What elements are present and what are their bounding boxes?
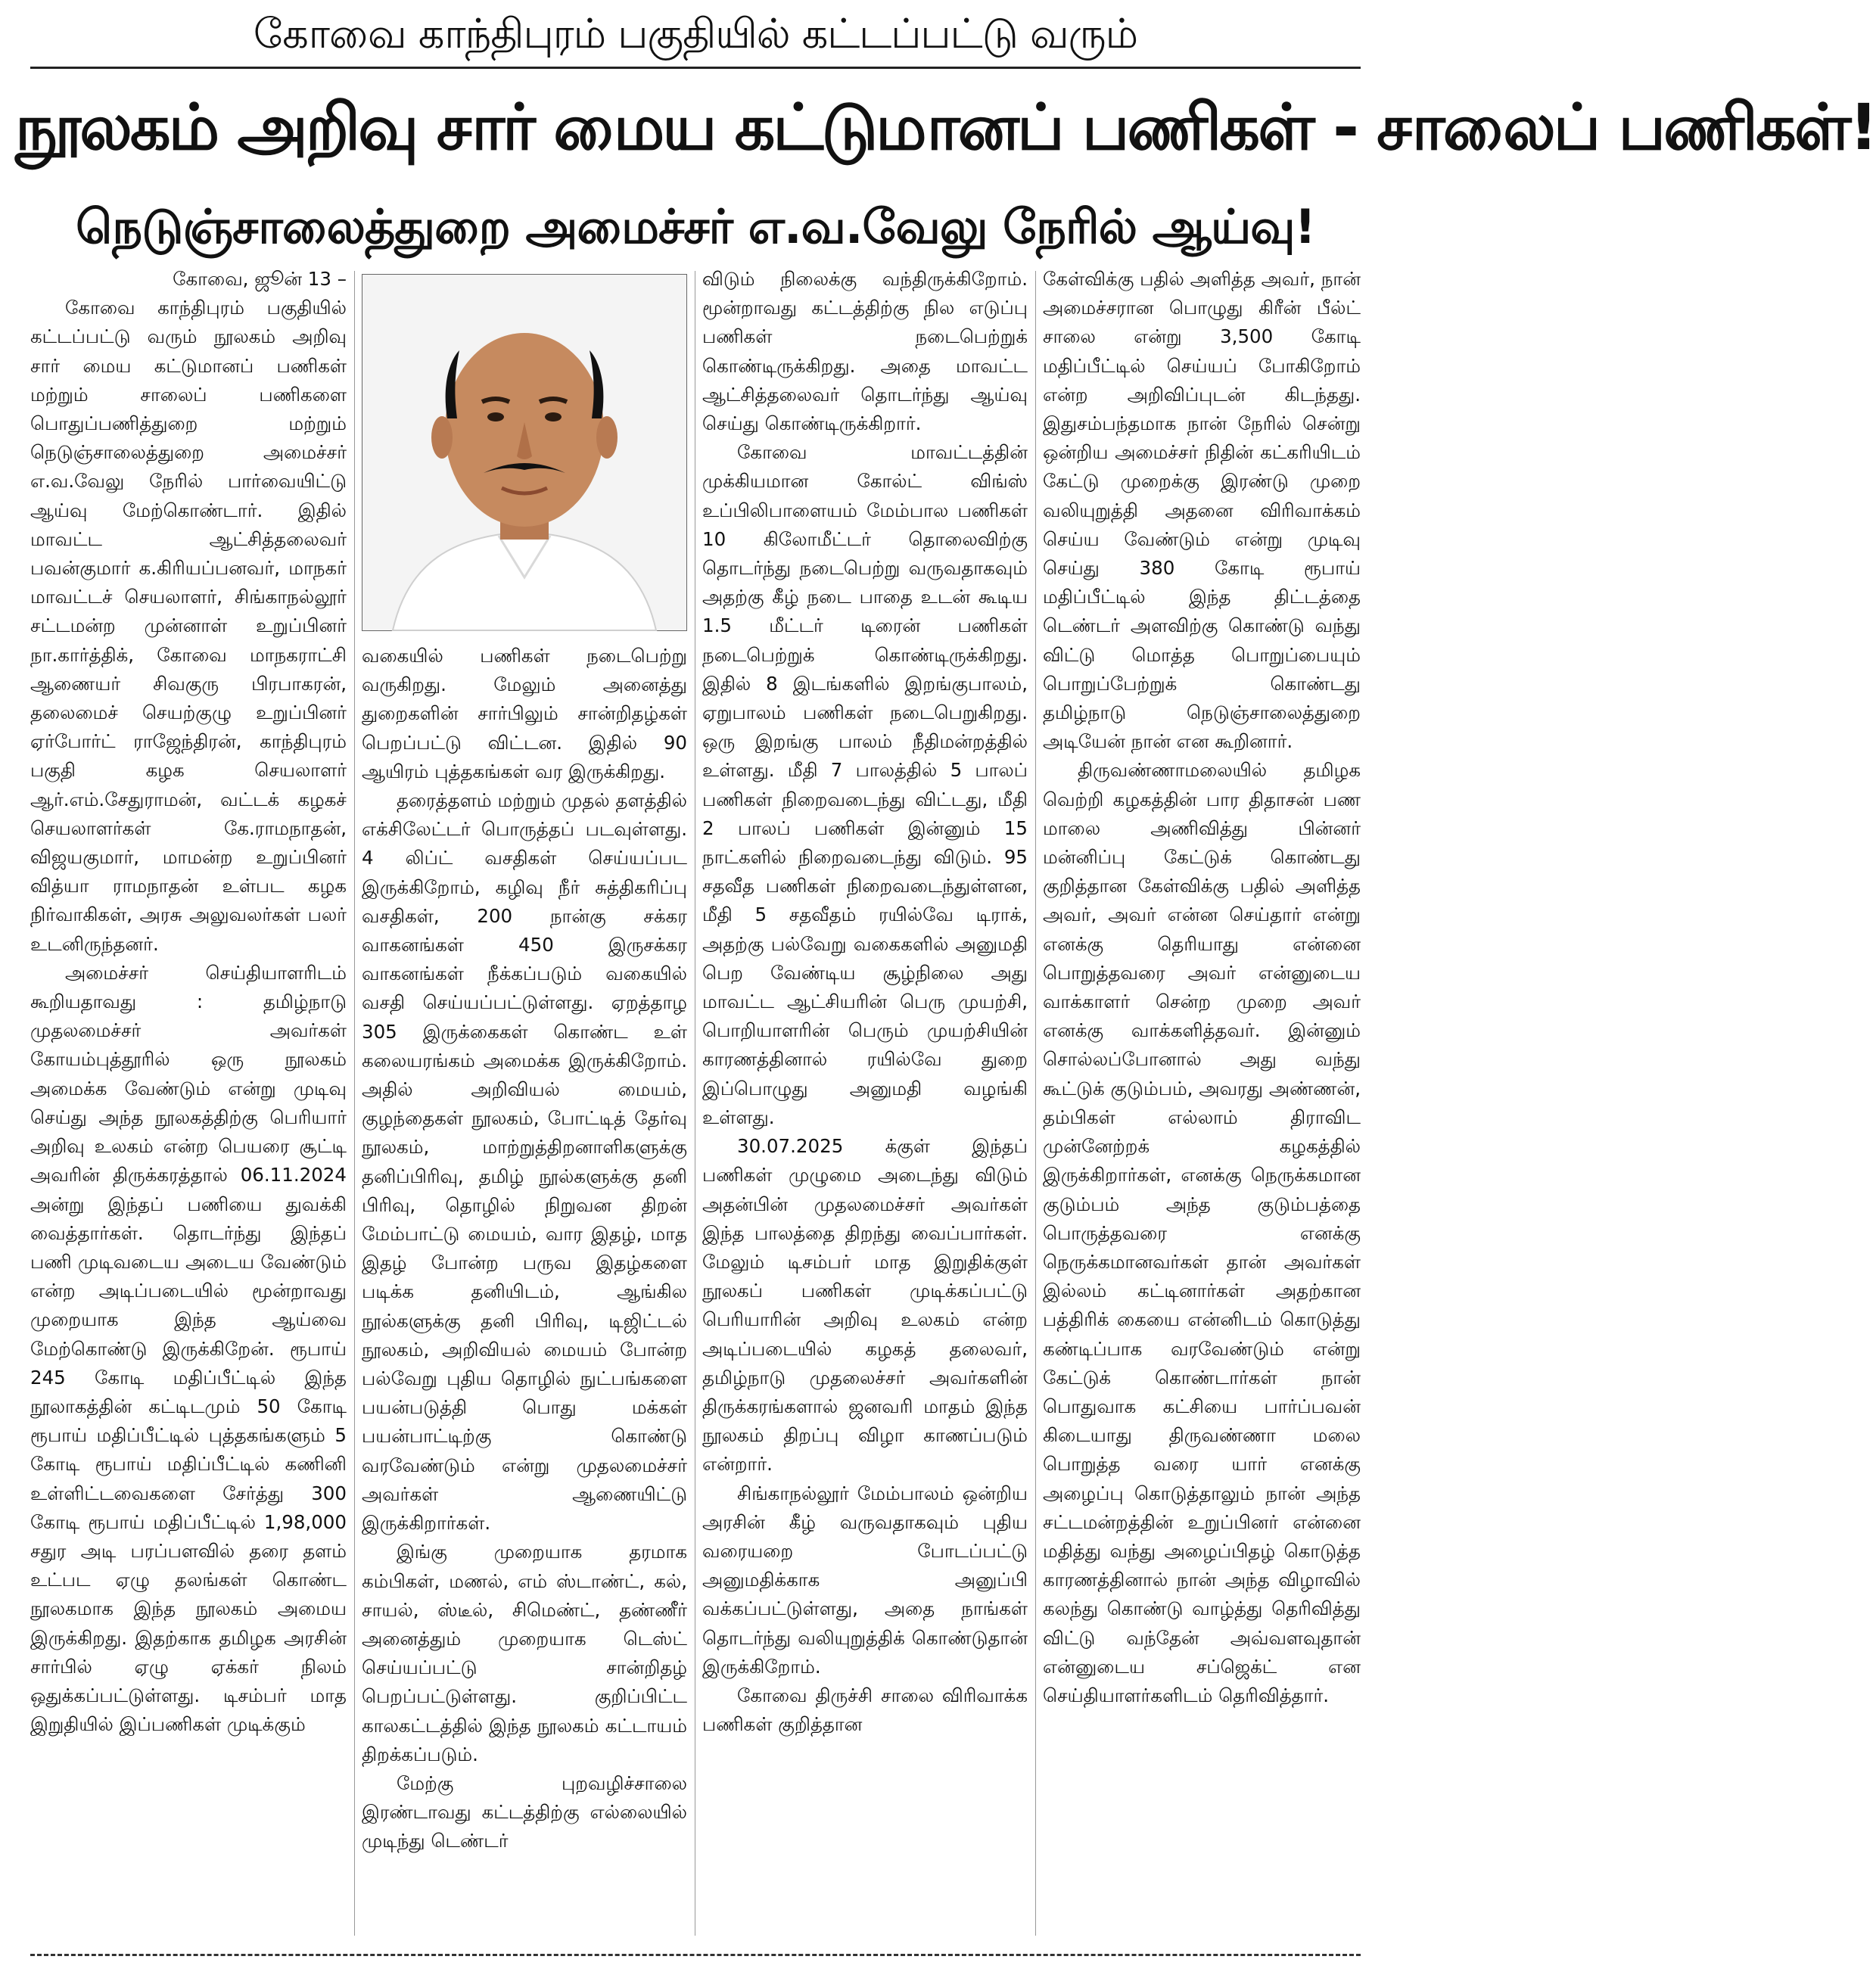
paragraph: அமைச்சர் செய்தியாளரிடம் கூறியதாவது : தமிழ்நாடு முதலமைச்சர் அவர்கள் கோயம்புத்தூரில் ஒரு நூலகம் அமைக்க வேண்டும் என்று முடிவு செய்து அந்த நூலகத்திற்கு பெரியார் அறிவு உலகம் என்ற பெயரை சூட்டி அவரின் திருக்கரத்தால் 06.11.2024 அன்று இந்தப் பணியை துவக்கி வைத்தார்கள். தொடர்ந்து இந்தப் பணி முடிவடைய அடைய வேண்டும் என்ற அடிப்படையில் மூன்றாவது முறையாக இந்த ஆய்வை மேற்கொண்டு இருக்கிறேன். ரூபாய் 245 கோடி மதிப்பீட்டில் இந்த நூலாகத்தின் கட்டிடமும் 50 கோடி ரூபாய் மதிப்பீட்டில் புத்தகங்களும் 5 கோடி ரூபாய் மதிப்பீட்டில் கணினி உள்ளிட்டவைகளை சேர்த்து 300 கோடி ரூபாய் மதிப்பீட்டில் 1,98,000 சதுர அடி பரப்பளவில் தரை தளம் உட்பட ஏழு தலங்கள் கொண்ட நூலகமாக இந்த நூலகம் அமைய இருக்கிறது. இதற்காக தமிழக அரசின் சார்பில் ஏழு ஏக்கர் நிலம் ஒதுக்கப்பட்டுள்ளது. டிசம்பர் மாத இறுதியில் இப்பணிகள் முடிக்கும் xyxy=(30,961,347,1736)
paragraph: தரைத்தளம் மற்றும் முதல் தளத்தில் எக்சிலேட்டர் பொருத்தப் படவுள்ளது. 4 லிப்ட் வசதிகள் செய்யப்பட இருக்கிறோம், கழிவு நீர் சுத்திகரிப்பு வசதிகள், 200 நான்கு சக்கர வாகனங்கள் 450 இருசக்கர வாகனங்கள் நீக்கப்படும் வகையில் வசதி செய்யப்பட்டுள்ளது. ஏறத்தாழ 305 இருக்கைகள் கொண்ட உள் கலையரங்கம் அமைக்க இருக்கிறோம். அதில் அறிவியல் மையம், குழந்தைகள் நூலகம், போட்டித் தேர்வு நூலகம், மாற்றுத்திறனாளிகளுக்கு தனிப்பிரிவு, தமிழ் நூல்களுக்கு தனி பிரிவு, தொழில் நிறுவன திறன் மேம்பாட்டு மையம், வார இதழ், மாத இதழ் போன்ற பருவ இதழ்களை படிக்க தனியிடம், ஆங்கில நூல்களுக்கு தனி பிரிவு, டிஜிட்டல் நூலகம், அறிவியல் மையம் போன்ற பல்வேறு புதிய தொழில் நுட்பங்களை பயன்படுத்தி பொது மக்கள் பயன்பாட்டிற்கு கொண்டு வரவேண்டும் என்று முதலமைச்சர் அவர்கள் ஆணையிட்டு இருக்கிறார்கள். xyxy=(362,789,687,1535)
paragraph: 30.07.2025 க்குள் இந்தப் பணிகள் முழுமை அடைந்து விடும் அதன்பின் முதலமைச்சர் அவர்கள் இந்த பாலத்தை திறந்து வைப்பார்கள். மேலும் டிசம்பர் மாத இறுதிக்குள் நூலகப் பணிகள் முடிக்கப்பட்டு பெரியாரின் அறிவு உலகம் என்ற அடிப்படையில் கழகத் தலைவர், தமிழ்நாடு முதலைச்சர் அவர்களின் திருக்கரங்களால் ஜனவரி மாதம் இந்த நூலகம் திறப்பு விழா காணப்படும் என்றார். xyxy=(702,1135,1028,1476)
paragraph: கோவை திருச்சி சாலை விரிவாக்க பணிகள் குறித்தான xyxy=(702,1684,1028,1736)
paragraph: கேள்விக்கு பதில் அளித்த அவர், நான் அமைச்சரான பொழுது கிரீன் பீல்ட் சாலை என்று 3,500 கோடி மதிப்பீட்டில் செய்யப் போகிறோம் என்ற அறிவிப்புடன் கிடந்தது. இதுசம்பந்தமாக நான் நேரில் சென்று ஒன்றிய அமைச்சர் நிதின் கட்கரியிடம் கேட்டு முறைக்கு இரண்டு முறை வலியுறுத்தி அதனை விரிவாக்கம் செய்ய வேண்டும் என்று முடிவு செய்து 380 கோடி ரூபாய் மதிப்பீட்டில் இந்த திட்டத்தை டெண்டர் அளவிற்கு கொண்டு வந்து விட்டு மொத்த பொறுப்பையும் பொறுப்பேற்றுக் கொண்டது தமிழ்நாடு நெடுஞ்சாலைத்துறை அடியேன் நான் என கூறினார். xyxy=(1043,268,1361,753)
paragraph: திருவண்ணாமலையில் தமிழக வெற்றி கழகத்தின் பார திதாசன் பண மாலை அணிவித்து பின்னர் மன்னிப்பு கேட்டுக் கொண்டது குறித்தான கேள்விக்கு பதில் அளித்த அவர், அவர் என்ன செய்தார் என்று எனக்கு தெரியாது என்னை பொறுத்தவரை அவர் என்னுடைய வாக்காளர் சென்ற முறை அவர் எனக்கு வாக்களித்தவர். இன்னும் சொல்லப்போனால் அது வந்து கூட்டுக் குடும்பம், அவரது அண்ணன், தம்பிகள் எல்லாம் திராவிட முன்னேற்றக் கழகத்தில் இருக்கிறார்கள், எனக்கு நெருக்கமான குடும்பம் அந்த குடும்பத்தை பொருத்தவரை எனக்கு நெருக்கமானவர்கள் தான் அவர்கள் இல்லம் கட்டினார்கள் அதற்கான பத்திரிக் கையை என்னிடம் கொடுத்து கண்டிப்பாக வரவேண்டும் என்று கேட்டுக் கொண்டார்கள் நான் பொதுவாக கட்சியை பார்ப்பவன் கிடையாது திருவண்ணா மலை பொறுத்த வரை யார் எனக்கு அழைப்பு கொடுத்தாலும் நான் அந்த சட்டமன்றத்தின் உறுப்பினர் என்னை மதித்து வந்து அழைப்பிதழ் கொடுத்த காரணத்தினால் நான் அந்த விழாவில் கலந்து கொண்டு வாழ்த்து தெரிவித்து விட்டு வந்தேன் அவ்வளவுதான் என்னுடைய சப்ஜெக்ட் என செய்தியாளர்களிடம் தெரிவித்தார். xyxy=(1043,759,1361,1706)
paragraph: விடும் நிலைக்கு வந்திருக்கிறோம். மூன்றாவது கட்டத்திற்கு நில எடுப்பு பணிகள் நடைபெற்றுக் கொண்டிருக்கிறது. அதை மாவட்ட ஆட்சித்தலைவர் தொடர்ந்து ஆய்வு செய்து கொண்டிருக்கிறார். xyxy=(702,268,1028,435)
paragraph: கோவை மாவட்டத்தின் முக்கியமான கோல்ட் விங்ஸ் உப்பிலிபாளையம் மேம்பால பணிகள் 10 கிலோமீட்டர் தொலைவிற்கு தொடர்ந்து நடைபெற்று வருவதாகவும் அதற்கு கீழ் நடை பாதை உடன் கூடிய 1.5 மீட்டர் டிரைன் பணிகள் நடைபெற்றுக் கொண்டிருக்கிறது. இதில் 8 இடங்களில் இறங்குபாலம், ஏறுபாலம் பணிகள் நடைபெறுகிறது. ஒரு இறங்கு பாலம் நீதிமன்றத்தில் உள்ளது. மீதி 7 பாலத்தில் 5 பாலப் பணிகள் நிறைவடைந்து விட்டது, மீதி 2 பாலப் பணிகள் இன்னும் 15 நாட்களில் நிறைவடைந்து விடும். 95 சதவீத பணிகள் நிறைவடைந்துள்ளன, மீதி 5 சதவீதம் ரயில்வே டிராக், அதற்கு பல்வேறு வகைகளில் அனுமதி பெற வேண்டிய சூழ்நிலை அது மாவட்ட ஆட்சியரின் பெரு முயற்சி, பொறியாளரின் பெரும் முயற்சியின் காரணத்தினால் ரயில்வே துறை இப்பொழுது அனுமதி வழங்கி உள்ளது. xyxy=(702,441,1028,1128)
minister-photo xyxy=(362,274,687,631)
column-1 xyxy=(30,265,347,1936)
paragraph: வகையில் பணிகள் நடைபெற்று வருகிறது. மேலும் அனைத்து துறைகளின் சார்பிலும் சான்றிதழ்கள் பெறப்பட்டு விட்டன. இதில் 90 ஆயிரம் புத்தகங்கள் வர இருக்கிறது. xyxy=(362,645,687,782)
column-3 xyxy=(702,265,1028,1936)
column-divider xyxy=(354,271,355,1936)
article-columns xyxy=(30,265,1361,1936)
column-divider xyxy=(1035,271,1036,1936)
column-2 xyxy=(362,642,687,1936)
sub-headline: நெடுஞ்சாலைத்துறை அமைச்சர் எ.வ.வேலு நேரில் ஆய்வு! xyxy=(76,199,1315,254)
dateline: கோவை, ஜூன் 13 – xyxy=(173,268,347,290)
paragraph: கோவை காந்திபுரம் பகுதியில் கட்டப்பட்டு வரும் நூலகம் அறிவு சார் மைய கட்டுமானப் பணிகள் மற்றும் சாலைப் பணிகளை பொதுப்பணித்துறை மற்றும் நெடுஞ்சாலைத்துறை அமைச்சர் எ.வ.வேலு நேரில் பார்வையிட்டு ஆய்வு மேற்கொண்டார். இதில் மாவட்ட ஆட்சித்தலைவர் பவன்குமார் க.கிரியப்பனவர், மாநகர் மாவட்டச் செயலாளர், சிங்காநல்லூர் சட்டமன்ற முன்னாள் உறுப்பினர் நா.கார்த்திக், கோவை மாநகராட்சி ஆணையர் சிவகுரு பிரபாகரன், தலைமைச் செயற்குழு உறுப்பினர் ஏர்போர்ட் ராஜேந்திரன், காந்திபுரம் பகுதி கழக செயலாளர் ஆர்.எம்.சேதுராமன், வட்டக் கழகச் செயலாளர்கள் கே.ராமநாதன், விஜயகுமார், மாமன்ற உறுப்பினர் வித்யா ராமநாதன் உள்பட கழக நிர்வாகிகள், அரசு அலுவலர்கள் பலர் உடனிருந்தனர். xyxy=(30,297,347,955)
bottom-rule xyxy=(30,1954,1361,1956)
main-headline: நூலகம் அறிவு சார் மைய கட்டுமானப் பணிகள் - சாலைப் பணிகள்! xyxy=(15,90,1876,164)
top-rule xyxy=(30,67,1361,69)
paragraph: இங்கு முறையாக தரமாக கம்பிகள், மணல், எம் ஸ்டாண்ட், கல், சாயல், ஸ்டீல், சிமெண்ட், தண்ணீர் அனைத்தும் முறையாக டெஸ்ட் செய்யப்பட்டு சான்றிதழ் பெறப்பட்டுள்ளது. குறிப்பிட்ட காலகட்டத்தில் இந்த நூலகம் கட்டாயம் திறக்கப்படும். xyxy=(362,1541,687,1765)
paragraph: சிங்காநல்லூர் மேம்பாலம் ஒன்றிய அரசின் கீழ் வருவதாகவும் புதிய வரையறை போடப்பட்டு அனுமதிக்காக அனுப்பி வக்கப்பட்டுள்ளது, அதை நாங்கள் தொடர்ந்து வலியுறுத்திக் கொண்டுதான் இருக்கிறோம். xyxy=(702,1482,1028,1678)
column-4 xyxy=(1043,265,1361,1936)
paragraph: மேற்கு புறவழிச்சாலை இரண்டாவது கட்டத்திற்கு எல்லையில் முடிந்து டெண்டர் xyxy=(362,1771,687,1852)
kicker-headline: கோவை காந்திபுரம் பகுதியில் கட்டப்பட்டு வரும் xyxy=(253,10,1138,58)
portrait-image xyxy=(362,275,686,630)
